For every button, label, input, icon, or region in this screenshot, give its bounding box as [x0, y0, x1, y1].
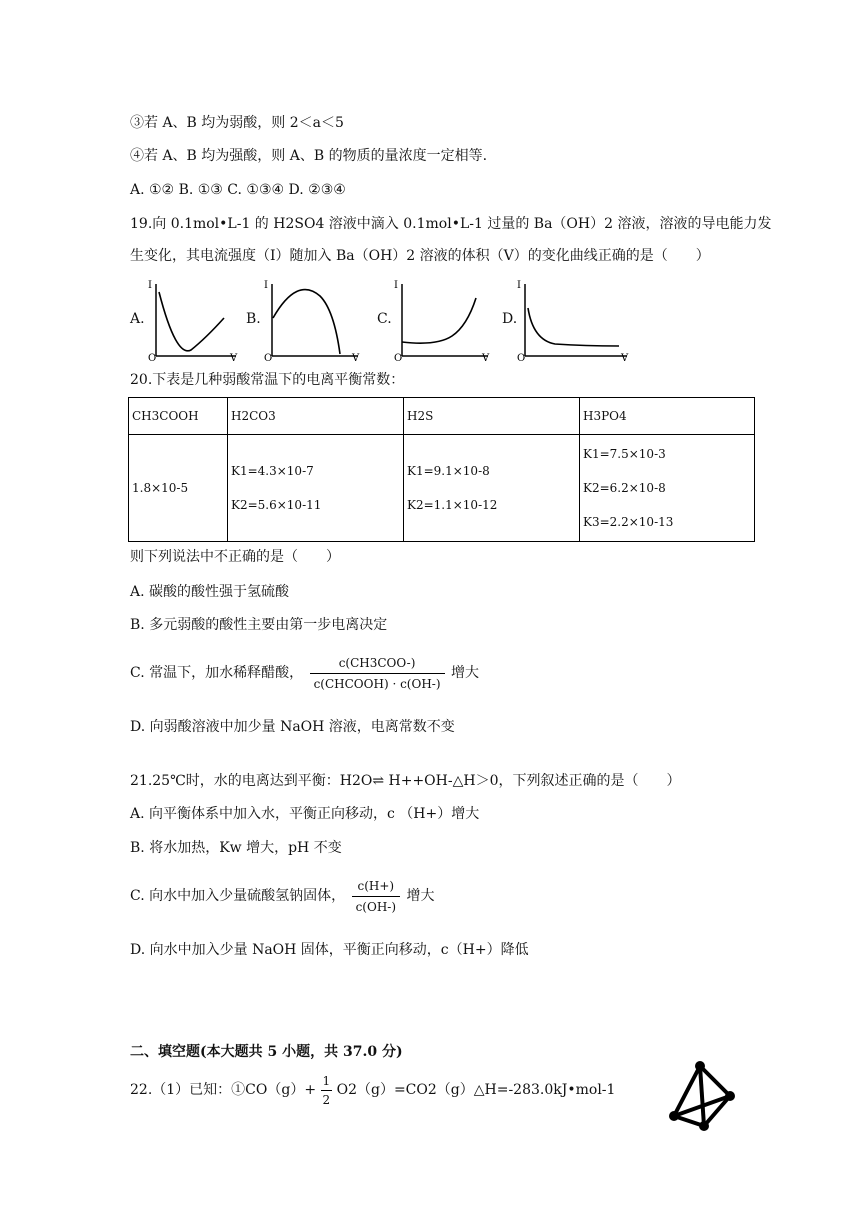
graph-a-axis-v: V — [230, 353, 238, 362]
graph-c-axis-o: O — [394, 353, 403, 362]
table-cell — [580, 435, 755, 542]
graph-b-axis-o: O — [264, 353, 273, 362]
fraction-denominator: c(CHCOOH) · c(OH-) — [310, 673, 445, 692]
graph-a-axis-o: O — [148, 353, 157, 362]
fraction-denominator: c(OH-) — [352, 896, 400, 915]
graph-d-curve — [528, 308, 619, 346]
tetrahedron-figure — [664, 1058, 744, 1138]
q20-option-d: D. 向弱酸溶液中加少量 NaOH 溶液，电离常数不变 — [130, 719, 455, 735]
graph-b-curve — [273, 290, 340, 354]
graph-d — [515, 278, 631, 362]
graph-b-label: B. — [246, 311, 261, 327]
question-22 — [130, 1068, 615, 1112]
table-cell-line: K2=1.1×10-12 — [407, 498, 498, 512]
table-header-cell: H2S — [404, 398, 580, 435]
q21-option-b: B. 将水加热，Kw 增大，pH 不变 — [130, 840, 342, 856]
question-20: 20.下表是几种弱酸常温下的电离平衡常数： — [130, 372, 405, 388]
fraction-numerator: 1 — [322, 1073, 331, 1088]
graph-c-label: C. — [377, 311, 392, 327]
table-header-cell: H2CO3 — [228, 398, 404, 435]
graph-b-axis-i: I — [264, 280, 268, 291]
section-2-heading: 二、填空题(本大题共 5 小题，共 37.0 分) — [130, 1044, 403, 1060]
graph-c-axis-i: I — [394, 280, 398, 291]
q20-option-c-text: C. 常温下，加水稀释醋酸， — [130, 665, 304, 681]
q21-option-c-text: C. 向水中加入少量硫酸氢钠固体， — [130, 888, 346, 904]
graph-c — [392, 278, 492, 362]
question-21: 21.25℃时，水的电离达到平衡：H2O⇌ H++OH-△H＞0，下列叙述正确的是（ ） — [130, 773, 681, 789]
question-20-prompt: 则下列说法中不正确的是（ ） — [130, 549, 340, 565]
line-4: ④若 A、B 均为强酸，则 A、B 的物质的量浓度一定相等. — [130, 148, 488, 164]
table-header-row — [129, 398, 755, 435]
graph-a — [146, 278, 240, 362]
q21-option-d: D. 向水中加入少量 NaOH 固体，平衡正向移动，c（H+）降低 — [130, 942, 529, 958]
q20-option-c — [130, 654, 479, 692]
table-header-cell: CH3COOH — [129, 398, 228, 435]
question-19-line2: 生变化，其电流强度（I）随加入 Ba（OH）2 溶液的体积（V）的变化曲线正确的是（ ） — [130, 248, 710, 264]
table-cell: 1.8×10-5 — [129, 435, 228, 542]
q21-option-c-suffix: 增大 — [406, 888, 435, 904]
graph-b — [262, 278, 362, 362]
fraction-numerator: c(CH3COO-) — [338, 655, 416, 670]
graph-d-label: D. — [502, 311, 518, 327]
table-cell-line: K1=9.1×10-8 — [407, 464, 490, 478]
table-cell-line: K3=2.2×10-13 — [583, 515, 674, 529]
table-cell — [228, 435, 404, 542]
graph-d-axis-v: V — [621, 353, 629, 362]
q20-option-c-fraction — [310, 655, 445, 692]
graph-d-axis-i: I — [517, 280, 521, 291]
question-22-suffix: O2（g）=CO2（g）△H=-283.0kJ•mol-1 — [336, 1082, 616, 1098]
q20-option-a: A. 碳酸的酸性强于氢硫酸 — [130, 584, 290, 600]
graph-b-axis-v: V — [352, 353, 360, 362]
question-22-fraction — [321, 1073, 333, 1108]
line-3: ③若 A、B 均为弱酸，则 2＜a＜5 — [130, 115, 344, 131]
fraction-numerator: c(H+) — [357, 878, 395, 893]
graph-a-label: A. — [130, 311, 145, 327]
question-22-prefix: 22.（1）已知：①CO（g）+ — [130, 1082, 317, 1098]
graph-c-axis-v: V — [482, 353, 490, 362]
q20-option-b: B. 多元弱酸的酸性主要由第一步电离决定 — [130, 617, 388, 633]
q21-option-c — [130, 877, 434, 915]
table-cell-line: K1=4.3×10-7 — [231, 464, 314, 478]
graph-d-axis-o: O — [517, 353, 526, 362]
table-cell-line: K2=6.2×10-8 — [583, 481, 666, 495]
options-18: A. ①② B. ①③ C. ①③④ D. ②③④ — [130, 182, 346, 198]
graph-a-axis-i: I — [148, 280, 152, 291]
question-19-line1: 19.向 0.1mol•L-1 的 H2SO4 溶液中滴入 0.1mol•L-1 过量的 Ba（OH）2 溶液，溶液的导电能力发 — [130, 216, 772, 232]
table-cell-line: K2=5.6×10-11 — [231, 498, 322, 512]
graph-a-curve — [159, 292, 224, 351]
graph-c-curve — [402, 298, 476, 343]
table-header-cell: H3PO4 — [580, 398, 755, 435]
q21-option-c-fraction — [352, 878, 400, 915]
q21-option-a: A. 向平衡体系中加入水，平衡正向移动，c （H+）增大 — [130, 806, 480, 822]
fraction-denominator: 2 — [321, 1090, 333, 1108]
q20-option-c-suffix: 增大 — [450, 665, 479, 681]
table-cell-line: K1=7.5×10-3 — [583, 447, 666, 461]
table-row — [129, 435, 755, 542]
ionization-constants-table — [128, 397, 755, 542]
table-cell — [404, 435, 580, 542]
